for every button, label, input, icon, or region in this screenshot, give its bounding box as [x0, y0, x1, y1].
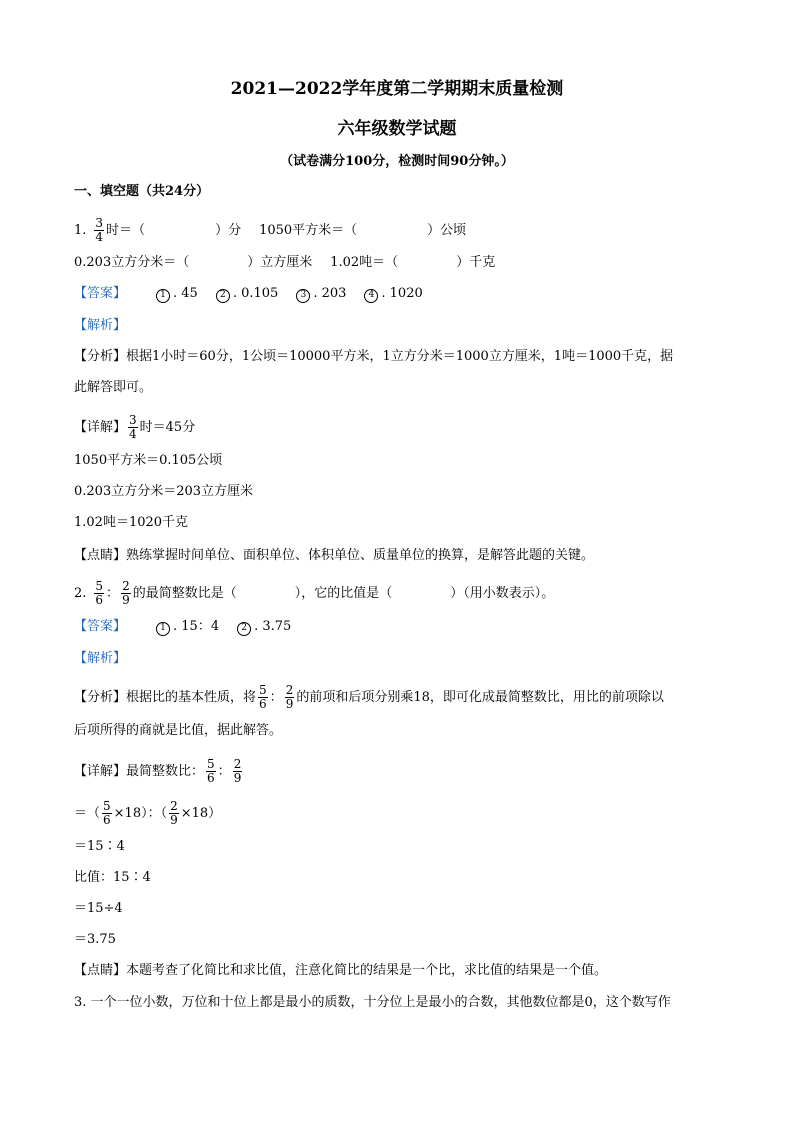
answer-item: 1 . 45 — [156, 285, 198, 303]
detail-line — [74, 800, 221, 827]
detail-text: 最简整数比： — [126, 763, 205, 779]
question-text: 的最简整数比是（ — [132, 585, 237, 601]
question-1-line1 — [74, 217, 466, 244]
fraction: $\frac{5}{6}$ — [259, 683, 267, 711]
analysis-tag: 【分析】 — [74, 689, 127, 705]
detail-line: ＝15∶4 — [74, 839, 125, 854]
fraction: $\frac{2}{9}$ — [233, 757, 242, 785]
fraction: $\frac{3}{4}$ — [95, 216, 104, 244]
jiexi-tag-line — [74, 317, 126, 335]
detail-line — [74, 758, 244, 785]
detail-text: ×18）：（ — [113, 805, 168, 821]
question-text: 0.203立方分米＝（ — [74, 255, 190, 270]
detail-tag: 【详解】 — [74, 419, 127, 435]
comment-text: 熟练掌握时间单位、面积单位、体积单位、质量单位的换算，是解答此题的关键。 — [126, 548, 595, 563]
ratio-colon: ： — [106, 585, 120, 601]
comment-line — [74, 962, 607, 980]
comment-tag: 【点睛】 — [74, 548, 127, 563]
detail-line: ＝3.75 — [74, 932, 116, 947]
question-text: 1050平方米＝（ — [259, 222, 358, 238]
analysis-line: 此解答即可。 — [74, 380, 153, 395]
fraction: $\frac{5}{6}$ — [95, 579, 104, 607]
analysis-line — [74, 684, 664, 711]
question-2-line — [74, 580, 554, 607]
question-text: ）分 — [215, 222, 242, 238]
analysis-tag: 【分析】 — [74, 349, 127, 364]
comment-line — [74, 547, 594, 565]
ratio-colon: ： — [269, 689, 283, 705]
jiexi-tag: 【解析】 — [74, 651, 127, 666]
question-text: ）公顷 — [427, 222, 467, 238]
answer-item: 2 . 3.75 — [237, 618, 291, 636]
comment-tag: 【点睛】 — [74, 963, 127, 978]
question-text: 1.02吨＝（ — [330, 255, 399, 270]
analysis-text: 的前项和后项分别乘18，即可化成最简整数比，用比的前项除以 — [296, 689, 664, 705]
analysis-line: 后项所得的商就是比值，据此解答。 — [74, 723, 283, 738]
exam-title: 2021—2022学年度第二学期期末质量检测 — [230, 79, 564, 99]
exam-note: （试卷满分100分，检测时间90分钟。） — [280, 154, 514, 169]
exam-subtitle: 六年级数学试题 — [337, 119, 457, 139]
answer-line — [74, 618, 291, 636]
question-text: ），它的比值是（ — [294, 585, 393, 601]
answer-item: 4 . 1020 — [364, 285, 422, 303]
fraction: $\frac{2}{9}$ — [122, 579, 130, 607]
question-text: ）立方厘米 — [247, 255, 313, 270]
ratio-colon: ： — [217, 763, 231, 779]
question-3-line: 3. 一个一位小数，万位和十位上都是最小的质数，十分位上是最小的合数，其他数位都是0，这个数写作 — [74, 995, 671, 1010]
comment-text: 本题考查了化简比和求比值，注意化简比的结果是一个比，求比值的结果是一个值。 — [126, 963, 608, 978]
fraction: $\frac{2}{9}$ — [170, 799, 178, 827]
detail-text: ×18） — [180, 805, 222, 821]
answer-tag: 【答案】 — [74, 619, 127, 634]
analysis-text: 根据1小时＝60分，1公顷＝10000平方米，1立方分米＝1000立方厘米，1吨＝1000千克，据 — [126, 349, 674, 364]
question-text: ）千克 — [456, 255, 496, 270]
detail-line — [74, 414, 195, 441]
analysis-line — [74, 348, 673, 366]
detail-text: ＝（ — [74, 805, 101, 821]
fraction: $\frac{5}{6}$ — [207, 757, 215, 785]
analysis-text: 根据比的基本性质，将 — [126, 689, 257, 705]
detail-line: 0.203立方分米＝203立方厘米 — [74, 484, 254, 499]
question-number: 1. — [74, 222, 87, 238]
jiexi-tag-line — [74, 650, 126, 668]
detail-tag: 【详解】 — [74, 763, 127, 779]
answer-item: 2 . 0.105 — [216, 285, 278, 303]
question-1-line2 — [74, 254, 495, 272]
detail-line: 1.02吨＝1020千克 — [74, 515, 189, 530]
answer-tag: 【答案】 — [74, 286, 127, 301]
jiexi-tag: 【解析】 — [74, 318, 127, 333]
detail-line: 比值：15∶4 — [74, 870, 151, 885]
answer-item: 3 . 203 — [296, 285, 346, 303]
detail-line: ＝15÷4 — [74, 901, 123, 916]
question-text: 时＝（ — [106, 222, 146, 238]
fraction: $\frac{2}{9}$ — [285, 683, 294, 711]
question-number: 2. — [74, 585, 87, 601]
section-heading: 一、填空题（共24分） — [74, 184, 210, 199]
fraction: $\frac{5}{6}$ — [103, 799, 111, 827]
question-text: ）（用小数表示）。 — [450, 585, 555, 601]
detail-line: 1050平方米＝0.105公顷 — [74, 453, 223, 468]
fraction: $\frac{3}{4}$ — [129, 413, 137, 441]
answer-line — [74, 285, 423, 303]
answer-item: 1 . 15：4 — [156, 618, 219, 636]
detail-text: 时＝45分 — [139, 419, 196, 435]
